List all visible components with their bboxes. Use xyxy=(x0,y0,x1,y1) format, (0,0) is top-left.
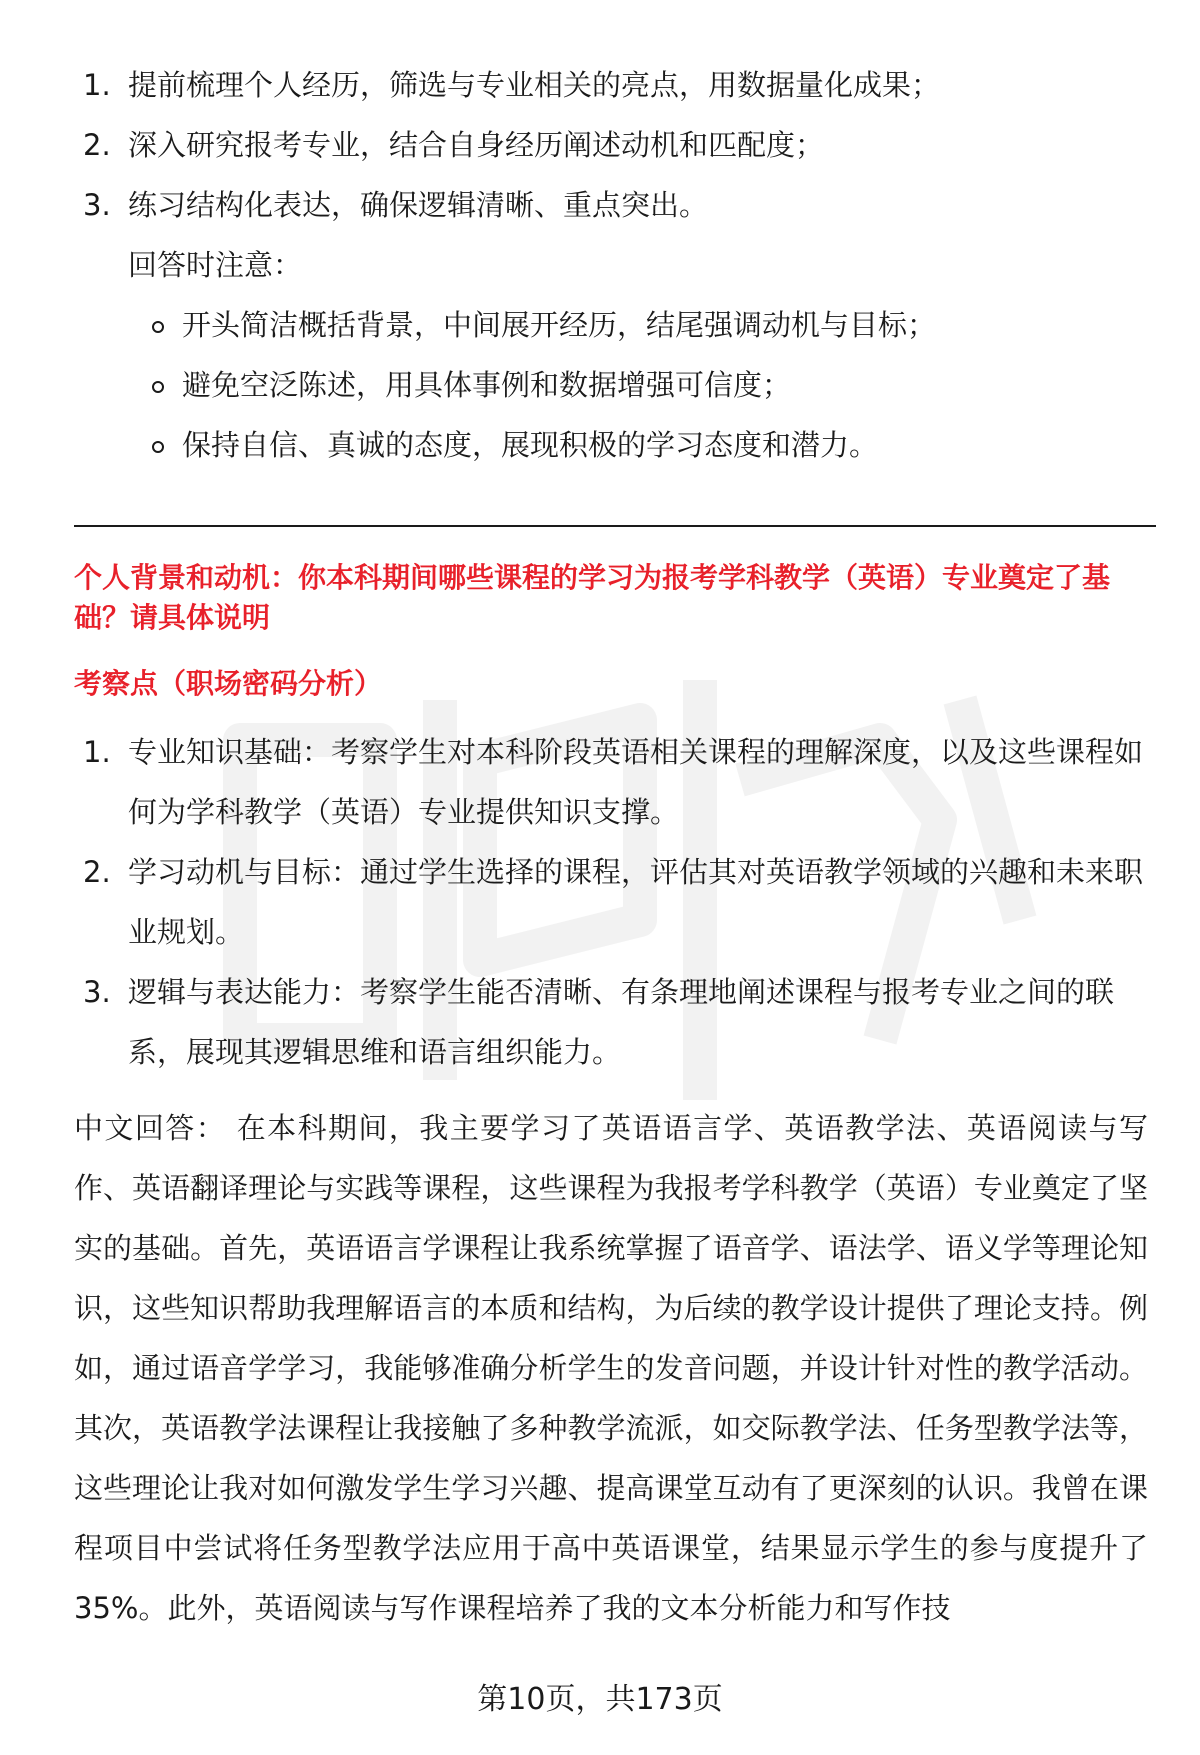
list-number: 2. xyxy=(83,855,111,889)
list-text: 练习结构化表达，确保逻辑清晰、重点突出。 xyxy=(128,188,709,222)
focus-heading: 考察点（职场密码分析） xyxy=(74,667,383,700)
list-text: 保持自信、真诚的态度，展现积极的学习态度和潜力。 xyxy=(182,428,879,462)
list-item xyxy=(0,415,1200,475)
answer-tips-list xyxy=(0,295,1200,475)
list-text: 学习动机与目标：通过学生选择的课程，评估其对英语教学领域的兴趣和未来职业规划。 xyxy=(128,855,1144,949)
circle-bullet-icon xyxy=(152,441,164,453)
list-number: 1. xyxy=(83,68,111,102)
list-item xyxy=(0,842,1200,962)
section-divider xyxy=(74,525,1156,527)
list-number: 3. xyxy=(83,188,111,222)
list-number: 1. xyxy=(83,735,111,769)
list-number: 2. xyxy=(83,128,111,162)
list-text: 深入研究报考专业，结合自身经历阐述动机和匹配度； xyxy=(128,128,825,162)
list-item xyxy=(0,55,1200,115)
list-item xyxy=(0,722,1200,842)
circle-bullet-icon xyxy=(152,321,164,333)
list-text: 开头简洁概括背景，中间展开经历，结尾强调动机与目标； xyxy=(182,308,937,342)
question-title: 个人背景和动机：你本科期间哪些课程的学习为报考学科教学（英语）专业奠定了基础？请具体说明 xyxy=(74,561,1111,634)
list-text: 逻辑与表达能力：考察学生能否清晰、有条理地阐述课程与报考专业之间的联系，展现其逻辑思维和语言组织能力。 xyxy=(128,975,1115,1069)
list-text: 避免空泛陈述，用具体事例和数据增强可信度； xyxy=(182,368,792,402)
list-item xyxy=(0,295,1200,355)
list-item xyxy=(0,115,1200,175)
question-section xyxy=(0,558,1200,1638)
answer-tips xyxy=(0,235,1200,475)
list-item xyxy=(0,355,1200,415)
list-item xyxy=(0,175,1200,235)
answer-tips-intro: 回答时注意： xyxy=(128,248,303,282)
list-text: 专业知识基础：考察学生对本科阶段英语相关课程的理解深度，以及这些课程如何为学科教学（英语）专业提供知识支撑。 xyxy=(128,735,1144,829)
list-item xyxy=(0,962,1200,1082)
preparation-list xyxy=(0,55,1200,235)
circle-bullet-icon xyxy=(152,381,164,393)
page-footer: 第10页，共173页 xyxy=(477,1682,723,1717)
focus-points-list xyxy=(0,722,1200,1082)
list-number: 3. xyxy=(83,975,111,1009)
list-text: 提前梳理个人经历，筛选与专业相关的亮点，用数据量化成果； xyxy=(128,68,941,102)
chinese-answer: 中文回答： 在本科期间，我主要学习了英语语言学、英语教学法、英语阅读与写作、英语翻译理论与实践等课程，这些课程为我报考学科教学（英语）专业奠定了坚实的基础。首先，英语语言学课程让我系统掌握了语音学、语法学、语义学等理论知识，这些知识帮助我理解语言的本质和结构，为后续的教学设计提供了理论支持。例如，通过语音学学习，我能够准确分析学生的发音问题，并设计针对性的教学活动。其次，英语教学法课程让我接触了多种教学流派，如交际教学法、任务型教学法等，这些理论让我对如何激发学生学习兴趣、提高课堂互动有了更深刻的认识。我曾在课程项目中尝试将任务型教学法应用于高中英语课堂，结果显示学生的参与度提升了35%。此外，英语阅读与写作课程培养了我的文本分析能力和写作技 xyxy=(74,1111,1148,1625)
